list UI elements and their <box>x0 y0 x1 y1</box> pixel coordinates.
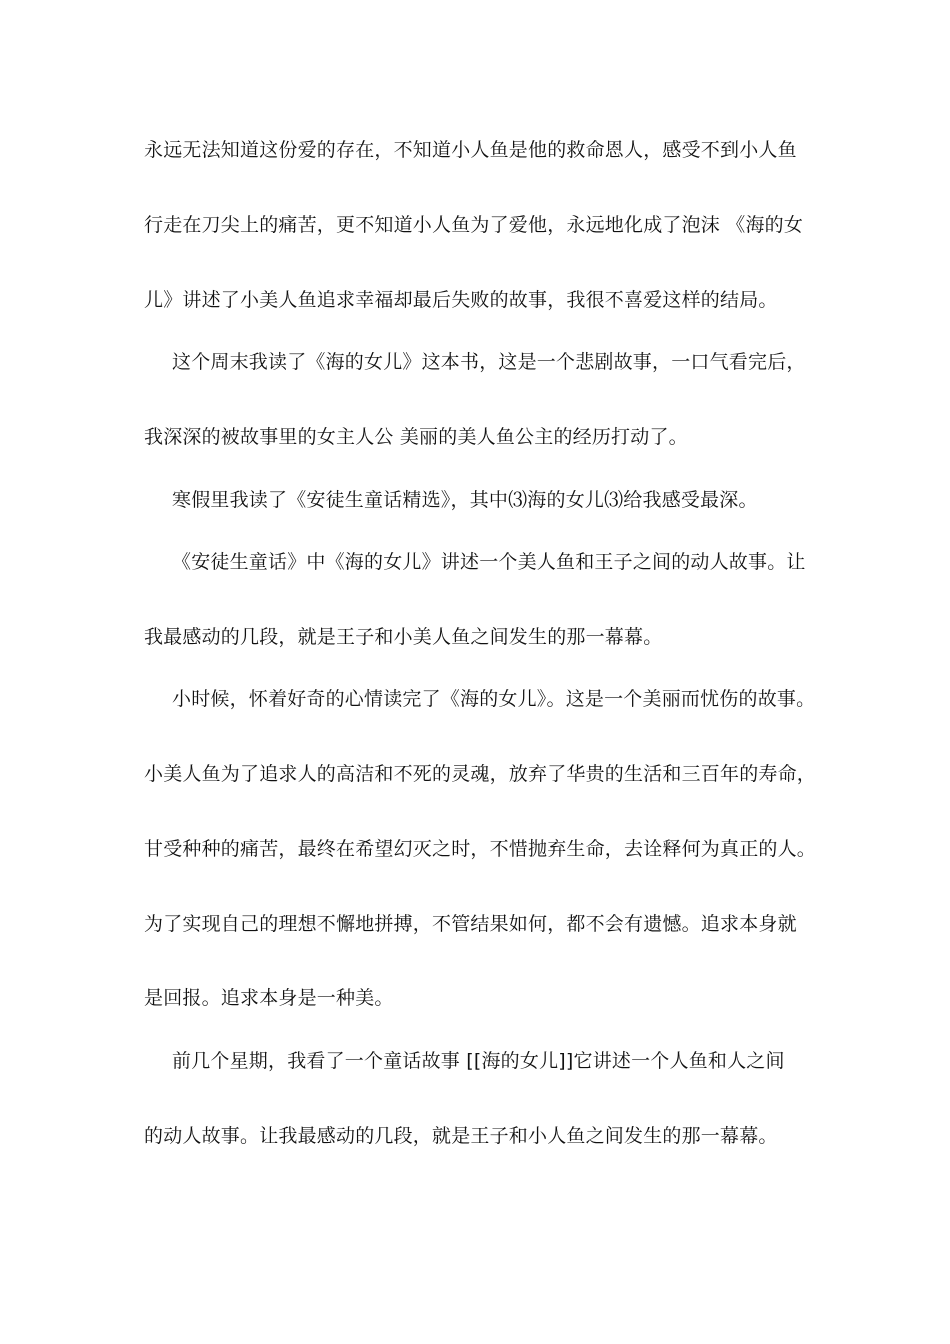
paragraph-start-line: 《安徒生童话》中《海的女儿》讲述一个美人鱼和王子之间的动人故事。让 <box>172 551 806 573</box>
text-line: 的动人故事。让我最感动的几段，就是王子和小人鱼之间发生的那一幕幕。 <box>144 1125 778 1147</box>
text-line: 为了实现自己的理想不懈地拼搏，不管结果如何，都不会有遗憾。追求本身就 <box>144 913 797 935</box>
text-line: 我深深的被故事里的女主人公 美丽的美人鱼公主的经历打动了。 <box>144 426 688 448</box>
paragraph-start-line: 小时候，怀着好奇的心情读完了《海的女儿》。这是一个美丽而忧伤的故事。 <box>172 688 816 710</box>
text-line: 我最感动的几段，就是王子和小美人鱼之间发生的那一幕幕。 <box>144 626 663 648</box>
text-line: 是回报。追求本身是一种美。 <box>144 987 394 1009</box>
paragraph-start-line: 寒假里我读了《安徒生童话精选》，其中⑶海的女儿⑶给我感受最深。 <box>172 489 758 511</box>
text-line: 甘受种种的痛苦，最终在希望幻灭之时，不惜抛弃生命，去诠释何为真正的人。 <box>144 838 817 860</box>
text-line: 行走在刀尖上的痛苦，更不知道小人鱼为了爱他，永远地化成了泡沫 《海的女 <box>144 214 804 236</box>
text-line: 永远无法知道这份爱的存在，不知道小人鱼是他的救命恩人，感受不到小人鱼 <box>144 139 797 161</box>
text-line: 儿》讲述了小美人鱼追求幸福却最后失败的故事，我很不喜爱这样的结局。 <box>144 289 778 311</box>
paragraph-start-line: 这个周末我读了《海的女儿》这本书，这是一个悲剧故事，一口气看完后， <box>172 351 806 373</box>
text-line: 小美人鱼为了追求人的高洁和不死的灵魂，放弃了华贵的生活和三百年的寿命， <box>144 763 817 785</box>
paragraph-start-line: 前几个星期，我看了一个童话故事 [[海的女儿]]它讲述一个人鱼和人之间 <box>172 1050 785 1072</box>
